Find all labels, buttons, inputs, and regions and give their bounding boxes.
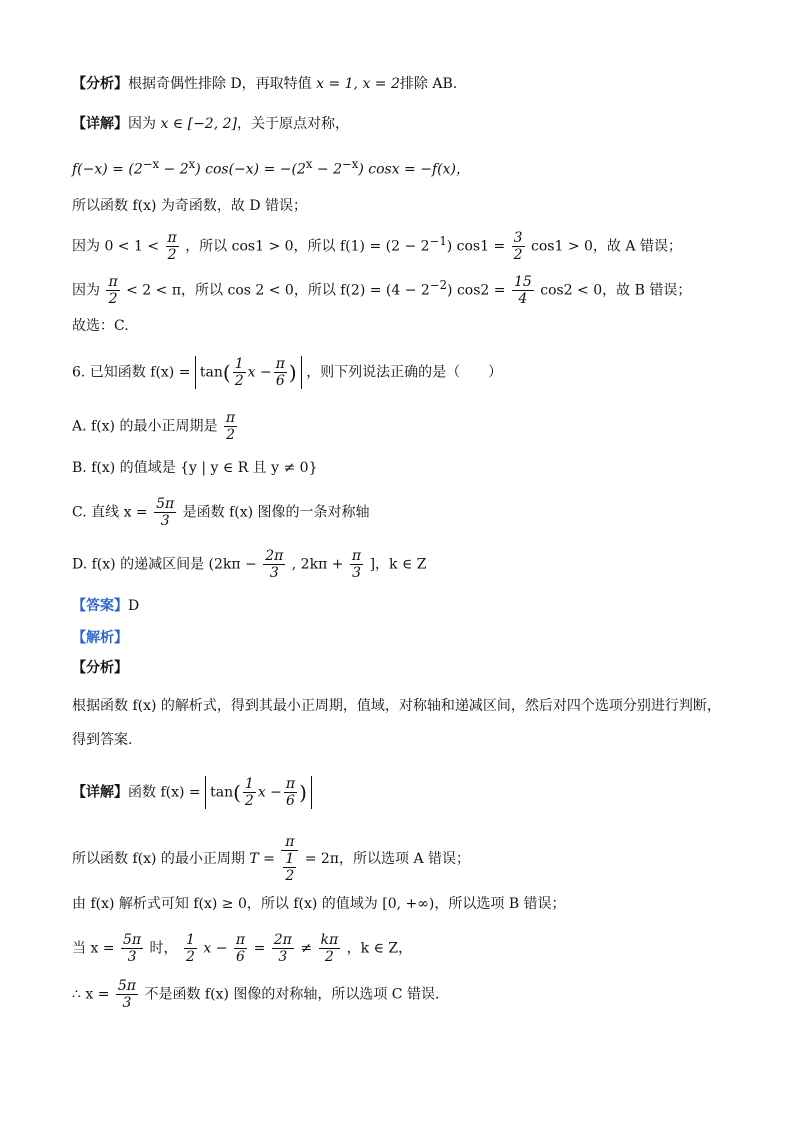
cos1-line [72,230,682,263]
fraction [272,932,294,965]
analysis-text-2: 排除 AB. [399,76,458,92]
fraction [234,932,247,965]
question-text: 6. 已知函数 f(x) = [72,364,191,381]
fraction [224,410,237,443]
fraction [281,834,298,884]
numerator: 1 [186,932,195,948]
denominator: 3 [160,513,170,529]
eq-exp: x [305,157,313,171]
option-text: 是函数 f(x) 图像的一条对称轴 [182,504,370,521]
numerator: π [225,410,236,426]
eq-part: − 2 [159,161,189,178]
analysis-paragraph-1: 根据函数 f(x) 的解析式，得到其最小正周期，值域，对称轴和递减区间，然后对四个选项分别进行判断， [72,698,721,714]
text: < 2 < π，所以 cos 2 < 0，所以 f(2) = (4 − 2 [126,282,430,299]
text: ，所以 cos1 > 0，所以 f(1) = (2 − 2 [185,238,430,255]
detail-tag: 【详解】 [72,784,128,801]
option-text: ]，k ∈ Z [369,556,427,573]
fraction [319,932,341,965]
fraction [184,932,197,965]
denominator: 2 [186,949,195,965]
numerator: 15 [513,274,532,290]
fraction [233,356,246,389]
detail-text: 函数 f(x) = [128,784,201,801]
numerator: π [108,274,118,290]
option-b: B. f(x) 的值域是 {y | y ∈ R 且 y ≠ 0} [72,460,318,476]
eq-exp: x [188,157,196,171]
text: 当 x = [72,940,115,957]
detail-function [72,776,312,809]
period-symbol: T = [249,851,275,867]
denominator: 6 [236,949,245,965]
answer-value: D [128,598,140,614]
question-6 [72,356,502,389]
numerator: 5π [117,978,136,994]
math-text: x − [257,784,282,801]
eq-part: ) cos(−x) = −(2 [195,161,306,178]
numerator: kπ [320,932,339,948]
therefore-line [72,978,439,1011]
text: cos1 > 0，故 A 错误； [531,238,682,255]
numerator: 5π [156,496,175,512]
denominator: 6 [286,793,295,809]
absolute-value [205,776,312,809]
denominator: 2 [324,949,334,965]
analysis-tag-2 [72,658,128,678]
detail-tag: 【详解】 [72,116,128,132]
analysis-label: 【分析】 [72,660,128,676]
denominator: 6 [275,373,285,389]
denominator: 2 [513,247,523,263]
text: ∴ x = [72,986,110,1003]
choice-conclusion: 故选：C. [72,318,129,334]
solution-tag [72,628,128,648]
numerator: 1 [234,356,244,372]
question-text: ，则下列说法正确的是（ ） [306,364,503,381]
detail-text-2: ，关于原点对称， [236,116,349,132]
numerator: π [351,548,362,564]
fraction [121,932,143,965]
denominator: 3 [122,995,132,1011]
detail-math: x ∈ [−2, 2] [160,116,237,132]
paren: ( [233,780,241,805]
numerator: 3 [513,230,523,246]
eq-exp: −x [341,157,359,171]
denominator: 2 [244,793,254,809]
text: x − [203,940,228,957]
option-c [72,496,370,529]
option-text: , 2kπ + [291,556,344,573]
fraction [263,548,285,581]
range-line: 由 f(x) 解析式可知 f(x) ≥ 0，所以 f(x) 的值域为 [0, +∞)，所以选项 B 错误； [72,896,566,912]
exponent: −2 [429,277,448,292]
text: 因为 [72,282,100,299]
absolute-value [195,356,302,389]
analysis-text-1: 根据奇偶性排除 D，再取特值 [128,76,317,92]
detail-line [72,114,349,134]
numerator: 5π [122,932,142,948]
fraction [243,776,256,809]
option-text: A. f(x) 的最小正周期是 [72,418,218,435]
numerator: π [275,356,285,372]
denominator: 3 [269,565,279,581]
answer-line [72,596,139,616]
numerator: 2π [265,548,284,564]
text: 时， [149,940,178,957]
fraction [350,548,363,581]
denominator: 2 [226,427,235,443]
text: ) cos2 = [447,282,506,299]
numerator: π [281,834,298,851]
numerator: π [285,776,296,792]
text: 不是函数 f(x) 图像的对称轴，所以选项 C 错误. [144,986,440,1003]
period-text: = 2π，所以选项 A 错误； [304,851,471,867]
numerator: π [235,932,246,948]
paren: ( [222,360,231,385]
text: ，k ∈ Z， [346,940,413,957]
fraction [116,978,138,1011]
cos2-line [72,274,691,307]
eq-exp: −x [142,157,160,171]
numerator: 1 [244,776,254,792]
detail-text-1: 因为 [128,116,161,132]
fraction [512,230,525,263]
fraction [106,274,119,307]
inner-fraction [283,851,296,884]
denominator: 2 [285,868,295,884]
denominator: 2 [108,291,118,307]
text: ≠ [300,940,313,957]
denominator: 2 [234,373,244,389]
paren: ) [288,360,297,385]
option-text: C. 直线 x = [72,504,148,521]
denominator: 2 [167,247,177,263]
denominator: 3 [127,949,137,965]
period-text: 所以函数 f(x) 的最小正周期 [72,851,245,867]
numerator: π [167,230,177,246]
tan-text: tan [210,784,234,801]
denominator: 4 [518,291,528,307]
numerator: 2π [273,932,292,948]
denominator [281,851,298,884]
analysis-math: x = 1, x = 2 [316,76,400,92]
period-line [72,834,470,884]
option-d [72,548,427,581]
odd-function-equation [72,154,470,180]
numerator: 1 [285,851,295,867]
eq-part: ) cosx = −f(x)， [358,161,470,178]
answer-tag: 【答案】 [72,598,128,614]
denominator: 3 [352,565,361,581]
paren: ) [299,780,307,805]
math-text: x − [247,364,272,381]
tan-text: tan [199,364,223,381]
fraction [284,776,297,809]
solution-label: 【解析】 [72,630,128,646]
fraction [154,496,176,529]
fraction [274,356,287,389]
exponent: −1 [429,233,447,248]
text: ) cos1 = [446,238,506,255]
analysis-tag: 【分析】 [72,76,128,92]
odd-conclusion: 所以函数 f(x) 为奇函数，故 D 错误； [72,198,308,214]
fraction [512,274,534,307]
text: cos2 < 0，故 B 错误； [540,282,692,299]
text: 因为 0 < 1 < [72,238,160,255]
option-a [72,410,239,443]
eq-part: f(−x) = (2 [72,161,143,178]
analysis-line [72,74,457,94]
analysis-paragraph-2: 得到答案. [72,732,133,748]
option-text: D. f(x) 的递减区间是 (2kπ − [72,556,257,573]
text: = [253,940,266,957]
denominator: 3 [278,949,288,965]
when-line [72,932,412,965]
fraction [166,230,179,263]
eq-part: − 2 [312,161,342,178]
